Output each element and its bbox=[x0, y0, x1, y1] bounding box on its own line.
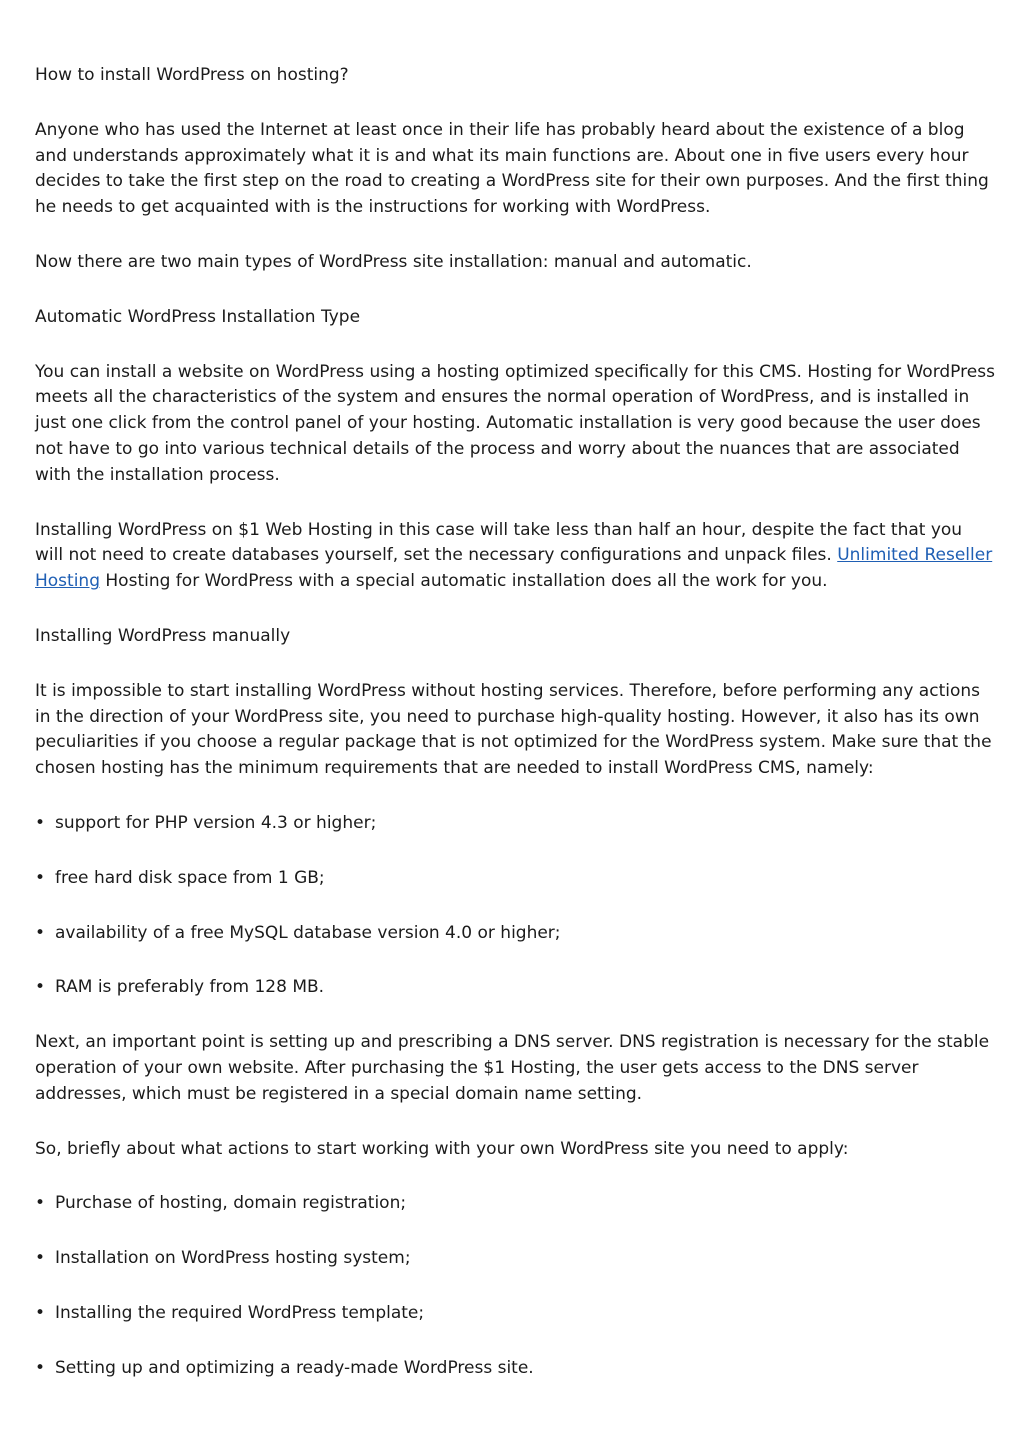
requirement-item-text: hard disk space from 1 GB; bbox=[93, 867, 325, 888]
step-item bbox=[35, 1301, 995, 1327]
step-item-text: up and optimizing a ready-made WordPress site. bbox=[121, 1357, 534, 1378]
dollar-hosting-paragraph bbox=[35, 518, 995, 595]
step-item-text: of hosting, domain registration; bbox=[137, 1193, 407, 1214]
step-item-text: the required WordPress template; bbox=[137, 1302, 425, 1323]
bullet-icon: • bbox=[35, 1248, 46, 1269]
step-item-lead: Purchase bbox=[55, 1193, 133, 1214]
document-page bbox=[35, 63, 995, 1411]
dollar-paragraph-text-after: Hosting for WordPress with a special automatic installation does all the work for you. bbox=[100, 571, 828, 592]
automatic-paragraph: You can install a website on WordPress using a hosting optimized specifically for this CMS. Hosting for WordPress meets all the characteristics of the system and ensures the normal operation of WordPress, and is installed in just one click from the control panel of your hosting. Automatic installation is very good because the user does not have to go into various technical details of the process and worry about the nuances that are associated with the installation process. bbox=[35, 361, 995, 485]
dollar-paragraph-text-before: Installing WordPress on $1 Web Hosting in this case will take less than half an hour, despite the fact that you will not need to create databases yourself, set the necessary configurations and unpack files. bbox=[35, 519, 963, 566]
requirement-item-lead: availability bbox=[55, 922, 148, 943]
bullet-icon: • bbox=[35, 812, 46, 833]
requirement-item bbox=[35, 921, 995, 947]
requirement-item bbox=[35, 975, 995, 1001]
bullet-icon: • bbox=[35, 1357, 46, 1378]
bullet-icon: • bbox=[35, 1302, 46, 1323]
bullet-icon: • bbox=[35, 867, 46, 888]
requirement-item-text: is preferably from 128 MB. bbox=[97, 977, 325, 998]
manual-paragraph: It is impossible to start installing WordPress without hosting services. Therefore, before performing any actions in the direction of your WordPress site, you need to purchase high-quality hosting. However, it also has its own peculiarities if you choose a regular package that is not optimized for the WordPress system. Make sure that the chosen hosting has the minimum requirements that are needed to install WordPress CMS, namely: bbox=[35, 680, 992, 779]
requirement-item-text: for PHP version 4.3 or higher; bbox=[125, 812, 377, 833]
step-item bbox=[35, 1191, 995, 1217]
summary-intro-paragraph: So, briefly about what actions to start working with your own WordPress site you need to apply: bbox=[35, 1138, 849, 1159]
requirement-item-text: of a free MySQL database version 4.0 or higher; bbox=[152, 922, 561, 943]
requirement-item-lead: free bbox=[55, 867, 89, 888]
step-item bbox=[35, 1246, 995, 1272]
page-heading: How to install WordPress on hosting? bbox=[35, 65, 349, 85]
dns-paragraph: Next, an important point is setting up and prescribing a DNS server. DNS registration is necessary for the stable operation of your own website. After purchasing the $1 Hosting, the user gets access to the DNS server addresses, which must be registered in a special domain name setting. bbox=[35, 1032, 990, 1104]
manual-section-heading: Installing WordPress manually bbox=[35, 625, 291, 646]
requirement-item-lead: support bbox=[55, 812, 121, 833]
bullet-icon: • bbox=[35, 1193, 46, 1214]
requirement-item bbox=[35, 866, 995, 892]
installation-types-paragraph: Now there are two main types of WordPress site installation: manual and automatic. bbox=[35, 251, 752, 272]
bullet-icon: • bbox=[35, 977, 46, 998]
step-item-lead: Setting bbox=[55, 1357, 116, 1378]
step-item-lead: Installation bbox=[55, 1248, 150, 1269]
step-item-lead: Installing bbox=[55, 1302, 133, 1323]
step-item-text: on WordPress hosting system; bbox=[154, 1248, 411, 1269]
automatic-section-heading: Automatic WordPress Installation Type bbox=[35, 306, 361, 327]
requirement-item-lead: RAM bbox=[55, 977, 93, 998]
bullet-icon: • bbox=[35, 922, 46, 943]
requirement-item bbox=[35, 811, 995, 837]
unlimited-reseller-hosting-link[interactable]: Unlimited Reseller Hosting bbox=[35, 545, 993, 592]
intro-paragraph: Anyone who has used the Internet at least once in their life has probably heard about the existence of a blog and understands approximately what it is and what its main functions are. About one in five users every hour decides to take the first step on the road to creating a WordPress site for their own purposes. And the first thing he needs to get acquainted with is the instructions for working with WordPress. bbox=[35, 119, 989, 218]
step-item bbox=[35, 1356, 995, 1382]
